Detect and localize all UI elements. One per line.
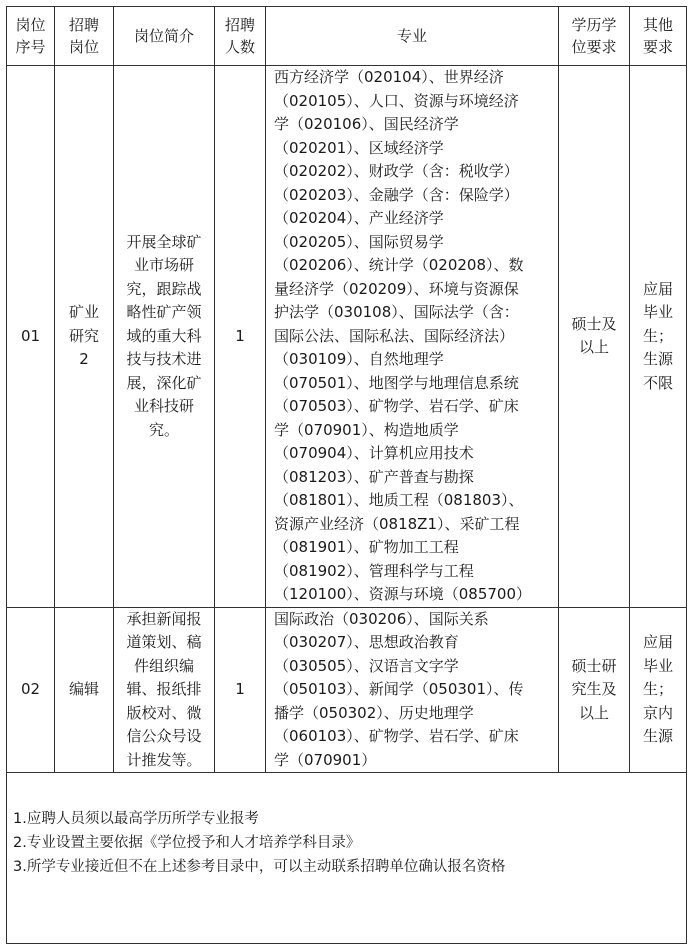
notes-row <box>7 773 687 944</box>
note-item: 3.所学专业接近但不在上述参考目录中，可以主动联系招聘单位确认报名资格 <box>13 859 506 875</box>
notes-cell <box>7 773 687 944</box>
other-requirement: 应届 毕业 生； 生源 不限 <box>630 66 687 608</box>
education-requirement: 硕士及 以上 <box>559 66 630 608</box>
other-requirement: 应届 毕业 生； 京内 生源 <box>630 607 687 773</box>
major-list: 西方经济学（020104）、世界经济 （020105）、人口、资源与环境经济 学（020106）、国民经济学 （020201）、区域经济学 （020202）、财政学（含：税收学） （020203）、金融学（含：保险学） （020204）、产业经济学 （020205）、国际贸易学 （020206）、统计学（020208）、数 量经济学（020209）、环境与资源保 护法学（030108）、国际法学（含： 国际公法、国际私法、国际经济法） （030109）、自然地理学 （070501）、地图学与地理信息系统 （070503）、矿物学、岩石学、矿床 学（070901）、构造地质学 （070904）、计算机应用技术 （081203）、矿产普查与勘探 （081801）、地质工程（081803）、 资源产业经济（0818Z1）、采矿工程 （081901）、矿物加工工程 （081902）、管理科学与工程 （120100）、资源与环境（085700） <box>266 66 559 608</box>
recruitment-table <box>6 6 687 944</box>
post-name: 编辑 <box>55 607 114 773</box>
major-list: 国际政治（030206）、国际关系 （030207）、思想政治教育 （030505）、汉语言文字学 （050103）、新闻学（050301）、传 播学（050302）、历史地理学 （060103）、矿物学、岩石学、矿床 学（070901） <box>266 607 559 773</box>
header-education: 学历学 位要求 <box>559 7 630 66</box>
post-no: 02 <box>7 607 55 773</box>
post-no: 01 <box>7 66 55 608</box>
header-post-no: 岗位 序号 <box>7 7 55 66</box>
table-row <box>7 66 687 608</box>
post-name: 矿业 研究 2 <box>55 66 114 608</box>
recruitment-table-container <box>6 6 686 944</box>
education-requirement: 硕士研 究生及 以上 <box>559 607 630 773</box>
headcount: 1 <box>215 66 266 608</box>
post-intro: 承担新闻报 道策划、稿 件组织编 辑、报纸排 版校对、微 信公众号设 计推发等。 <box>114 607 215 773</box>
table-row <box>7 607 687 773</box>
post-intro: 开展全球矿 业市场研 究，跟踪战 略性矿产领 域的重大科 技与技术进 展，深化矿 业科技研 究。 <box>114 66 215 608</box>
header-post-name: 招聘 岗位 <box>55 7 114 66</box>
headcount: 1 <box>215 607 266 773</box>
header-row <box>7 7 687 66</box>
header-headcount: 招聘 人数 <box>215 7 266 66</box>
header-post-intro: 岗位简介 <box>114 7 215 66</box>
header-major: 专业 <box>266 7 559 66</box>
header-other: 其他 要求 <box>630 7 687 66</box>
note-item: 2.专业设置主要依据《学位授予和人才培养学科目录》 <box>13 835 361 851</box>
note-item: 1.应聘人员须以最高学历所学专业报考 <box>13 811 259 827</box>
